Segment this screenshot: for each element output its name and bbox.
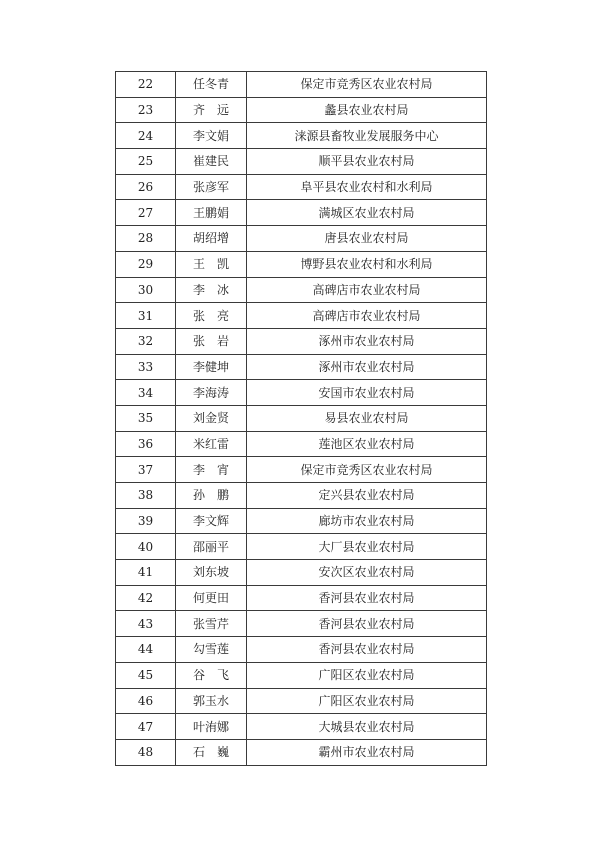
table-row xyxy=(116,303,487,329)
table-row xyxy=(116,354,487,380)
person-name-cell: 王鹏娟 xyxy=(176,200,247,226)
row-number-cell: 39 xyxy=(116,508,176,534)
organization-cell: 易县农业农村局 xyxy=(247,405,487,431)
person-name-cell: 郭玉水 xyxy=(176,688,247,714)
organization-cell: 香河县农业农村局 xyxy=(247,611,487,637)
person-name-cell: 李 宵 xyxy=(176,457,247,483)
person-name-cell: 张 亮 xyxy=(176,303,247,329)
person-name-cell: 李 冰 xyxy=(176,277,247,303)
row-number-cell: 24 xyxy=(116,123,176,149)
row-number-cell: 26 xyxy=(116,174,176,200)
table-row xyxy=(116,483,487,509)
row-number-cell: 48 xyxy=(116,739,176,765)
roster-table-body xyxy=(116,72,487,766)
table-row xyxy=(116,611,487,637)
organization-cell: 莲池区农业农村局 xyxy=(247,431,487,457)
person-name-cell: 叶洧娜 xyxy=(176,714,247,740)
table-row xyxy=(116,662,487,688)
table-row xyxy=(116,585,487,611)
row-number-cell: 27 xyxy=(116,200,176,226)
table-row xyxy=(116,637,487,663)
person-name-cell: 齐 远 xyxy=(176,97,247,123)
organization-cell: 香河县农业农村局 xyxy=(247,585,487,611)
table-row xyxy=(116,277,487,303)
table-row xyxy=(116,226,487,252)
person-name-cell: 李海涛 xyxy=(176,380,247,406)
table-row xyxy=(116,200,487,226)
row-number-cell: 33 xyxy=(116,354,176,380)
organization-cell: 大城县农业农村局 xyxy=(247,714,487,740)
organization-cell: 满城区农业农村局 xyxy=(247,200,487,226)
person-name-cell: 谷 飞 xyxy=(176,662,247,688)
table-row xyxy=(116,457,487,483)
row-number-cell: 40 xyxy=(116,534,176,560)
table-row xyxy=(116,431,487,457)
row-number-cell: 38 xyxy=(116,483,176,509)
row-number-cell: 44 xyxy=(116,637,176,663)
person-name-cell: 张 岩 xyxy=(176,328,247,354)
person-name-cell: 王 凯 xyxy=(176,251,247,277)
row-number-cell: 23 xyxy=(116,97,176,123)
person-name-cell: 勾雪莲 xyxy=(176,637,247,663)
table-row xyxy=(116,714,487,740)
table-row xyxy=(116,72,487,98)
row-number-cell: 30 xyxy=(116,277,176,303)
row-number-cell: 32 xyxy=(116,328,176,354)
roster-table xyxy=(115,71,487,766)
organization-cell: 高碑店市农业农村局 xyxy=(247,303,487,329)
organization-cell: 蠡县农业农村局 xyxy=(247,97,487,123)
person-name-cell: 崔建民 xyxy=(176,149,247,175)
row-number-cell: 42 xyxy=(116,585,176,611)
table-row xyxy=(116,251,487,277)
row-number-cell: 25 xyxy=(116,149,176,175)
person-name-cell: 何更田 xyxy=(176,585,247,611)
table-row xyxy=(116,560,487,586)
organization-cell: 博野县农业农村和水利局 xyxy=(247,251,487,277)
row-number-cell: 22 xyxy=(116,72,176,98)
row-number-cell: 41 xyxy=(116,560,176,586)
organization-cell: 唐县农业农村局 xyxy=(247,226,487,252)
organization-cell: 廊坊市农业农村局 xyxy=(247,508,487,534)
organization-cell: 涿州市农业农村局 xyxy=(247,328,487,354)
organization-cell: 广阳区农业农村局 xyxy=(247,688,487,714)
person-name-cell: 李文娟 xyxy=(176,123,247,149)
person-name-cell: 李健坤 xyxy=(176,354,247,380)
organization-cell: 涿州市农业农村局 xyxy=(247,354,487,380)
organization-cell: 霸州市农业农村局 xyxy=(247,739,487,765)
organization-cell: 涞源县畜牧业发展服务中心 xyxy=(247,123,487,149)
organization-cell: 安国市农业农村局 xyxy=(247,380,487,406)
row-number-cell: 46 xyxy=(116,688,176,714)
organization-cell: 大厂县农业农村局 xyxy=(247,534,487,560)
organization-cell: 顺平县农业农村局 xyxy=(247,149,487,175)
row-number-cell: 28 xyxy=(116,226,176,252)
person-name-cell: 邵丽平 xyxy=(176,534,247,560)
person-name-cell: 米红雷 xyxy=(176,431,247,457)
row-number-cell: 31 xyxy=(116,303,176,329)
table-row xyxy=(116,97,487,123)
organization-cell: 保定市竞秀区农业农村局 xyxy=(247,457,487,483)
row-number-cell: 45 xyxy=(116,662,176,688)
organization-cell: 安次区农业农村局 xyxy=(247,560,487,586)
person-name-cell: 任冬青 xyxy=(176,72,247,98)
table-row xyxy=(116,739,487,765)
organization-cell: 阜平县农业农村和水利局 xyxy=(247,174,487,200)
row-number-cell: 47 xyxy=(116,714,176,740)
person-name-cell: 李文辉 xyxy=(176,508,247,534)
organization-cell: 广阳区农业农村局 xyxy=(247,662,487,688)
person-name-cell: 刘东坡 xyxy=(176,560,247,586)
row-number-cell: 34 xyxy=(116,380,176,406)
table-row xyxy=(116,328,487,354)
person-name-cell: 石 巍 xyxy=(176,739,247,765)
person-name-cell: 胡绍增 xyxy=(176,226,247,252)
person-name-cell: 孙 鹏 xyxy=(176,483,247,509)
table-row xyxy=(116,534,487,560)
organization-cell: 香河县农业农村局 xyxy=(247,637,487,663)
table-row xyxy=(116,149,487,175)
row-number-cell: 35 xyxy=(116,405,176,431)
table-row xyxy=(116,123,487,149)
organization-cell: 保定市竞秀区农业农村局 xyxy=(247,72,487,98)
person-name-cell: 张雪芹 xyxy=(176,611,247,637)
table-row xyxy=(116,508,487,534)
row-number-cell: 29 xyxy=(116,251,176,277)
organization-cell: 定兴县农业农村局 xyxy=(247,483,487,509)
row-number-cell: 37 xyxy=(116,457,176,483)
organization-cell: 高碑店市农业农村局 xyxy=(247,277,487,303)
table-row xyxy=(116,380,487,406)
table-row xyxy=(116,405,487,431)
table-row xyxy=(116,688,487,714)
person-name-cell: 张彦军 xyxy=(176,174,247,200)
row-number-cell: 43 xyxy=(116,611,176,637)
row-number-cell: 36 xyxy=(116,431,176,457)
table-row xyxy=(116,174,487,200)
person-name-cell: 刘金贤 xyxy=(176,405,247,431)
